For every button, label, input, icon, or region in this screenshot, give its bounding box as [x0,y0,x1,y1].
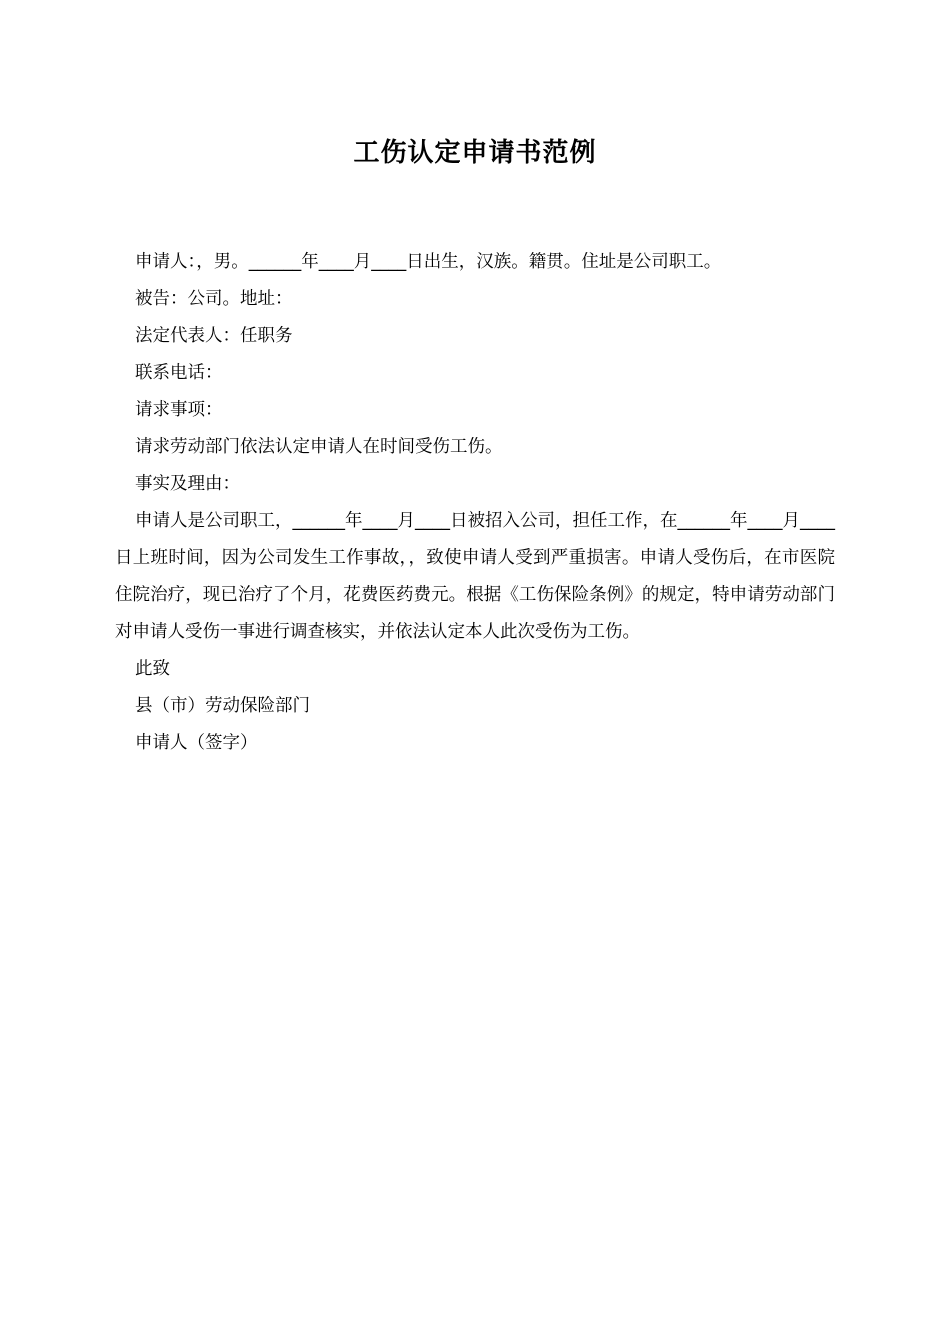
applicant-info-paragraph: 申请人：，男。______年____月____日出生，汉族。籍贯。住址是公司职工。 [135,252,722,272]
salutation-paragraph: 此致 [135,659,170,679]
signature-paragraph: 申请人（签字） [135,733,258,753]
facts-reasons-heading: 事实及理由： [135,474,240,494]
respondent-paragraph: 被告：公司。地址： [135,289,293,309]
recipient-paragraph: 县（市）劳动保险部门 [135,696,310,716]
document-body [115,244,835,762]
request-items-paragraph: 请求劳动部门依法认定申请人在时间受伤工伤。 [135,437,503,457]
document-title: 工伤认定申请书范例 [353,138,597,168]
legal-representative-paragraph: 法定代表人：任职务 [135,326,293,346]
facts-reasons-paragraph: 申请人是公司职工，______年____月____日被招入公司，担任工作，在______年____月____日上班时间，因为公司发生工作事故，，致使申请人受到严重损害。申请人受伤后，在市医院住院治疗，现已治疗了个月，花费医药费元。根据《工伤保险条例》的规定，特申请劳动部门对申请人受伤一事进行调查核实，并依法认定本人此次受伤为工伤。 [115,511,835,642]
request-items-heading: 请求事项： [135,400,223,420]
contact-phone-paragraph: 联系电话： [135,363,223,383]
